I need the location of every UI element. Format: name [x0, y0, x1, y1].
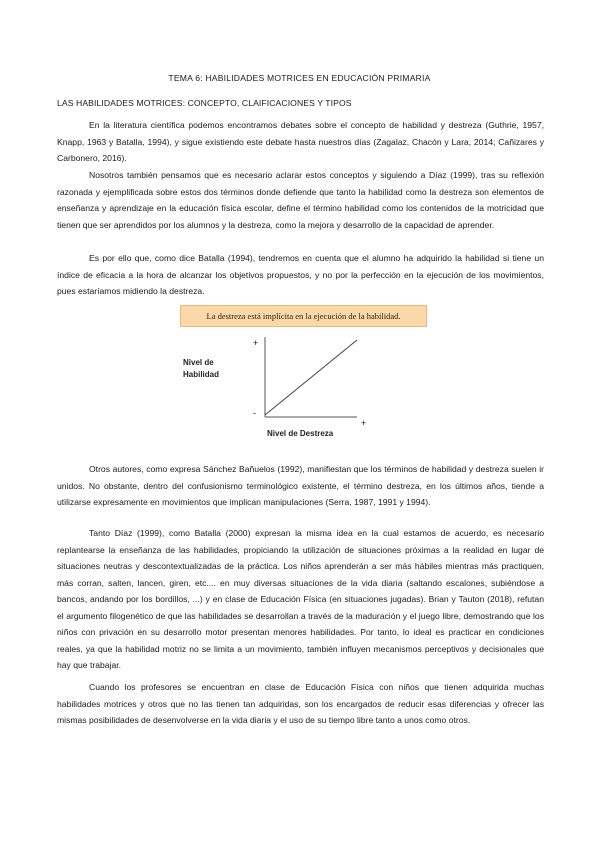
- y-axis-label-line1: Nivel de: [183, 358, 214, 367]
- paragraph-2: [57, 167, 544, 233]
- habilidad-destreza-figure: [175, 305, 435, 445]
- paragraph-3-text: Es por ello que, como dice Batalla (1994), tendremos en cuenta que el alumno ha adquirido la habilidad si tiene un índice de eficacia a la hora de alcanzar los objetivos propuestos, y no por la perfección en la ejecución de los movimientos, pues estaríamos midiendo la destreza.: [57, 253, 544, 296]
- figure-callout: La destreza está implícita en la ejecución de la habilidad.: [180, 305, 427, 327]
- paragraph-4: [57, 461, 544, 511]
- paragraph-5: [57, 525, 544, 674]
- paragraph-6: [57, 679, 544, 729]
- page-title: TEMA 6: HABILIDADES MOTRICES EN EDUCACIÓN PRIMARIA: [168, 73, 431, 83]
- section-heading: LAS HABILIDADES MOTRICES: CONCEPTO, CLAIFICACIONES Y TIPOS: [57, 98, 352, 108]
- paragraph-1: [57, 117, 544, 167]
- x-axis-label: Nivel de Destreza: [267, 429, 334, 438]
- paragraph-2-text: Nosotros también pensamos que es necesario aclarar estos conceptos y siguiendo a Díaz (1999), tras su reflexión razonada y ejemplificada sobre estos dos términos donde defiende que tanto la habilidad como la destreza son elementos de enseñanza y aprendizaje en la educación física escolar, define el término habilidad como los contenidos de la motricidad que tienen que ser aprendidos por los alumnos y la destreza, como la mejora y desarrollo de la capacidad de aprender.: [57, 170, 544, 230]
- y-axis-label: [183, 357, 219, 381]
- y-plus-sign: +: [253, 338, 259, 348]
- origin-minus-sign: -: [253, 408, 256, 418]
- paragraph-1-text: En la literatura científica podemos encontramos debates sobre el concepto de habilidad y destreza (Guthrie, 1957, Knapp, 1963 y Batalla, 1994), y sigue existiendo este debate hasta nuestros días (Zagalaz, Chacón y Lara, 2014; Cañizares y Carbonero, 2016).: [57, 120, 544, 163]
- trend-line: [265, 340, 357, 415]
- paragraph-6-text: Cuando los profesores se encuentran en clase de Educación Física con niños que tienen adquirida muchas habilidades motrices y otros que no las tienen tan adquiridas, son los encargados de reducir esas diferencias y ofrecer las mismas posibilidades de desenvolverse en la vida diaria y el uso de su tiempo libre tanto a unos como otros.: [57, 682, 544, 725]
- paragraph-4-text: Otros autores, como expresa Sánchez Bañuelos (1992), manifiestan que los términos de habilidad y destreza suelen ir unidos. No obstante, dentro del confusionismo terminológico existente, el término destreza, en los últimos años, tiende a utilizarse expresamente en movimientos que implican manipulaciones (Serra, 1987, 1991 y 1994).: [57, 464, 544, 507]
- paragraph-5-text: Tanto Díaz (1999), como Batalla (2000) expresan la misma idea en la cual estamos de acuerdo, es necesario replantearse la enseñanza de las habilidades, propiciando la utilización de situaciones próximas a la realidad en lugar de situaciones neutras y descontextualizadas de la práctica. Los niños aprenderán a ser más hábiles mientras más practiquen, más corran, salten, lancen, giren, etc.... en muy diversas situaciones de la vida diaria (saltando escalones, subiéndose a bancos, andando por los bordillos, ...) y en clase de Educación Física (en situaciones jugadas). Brian y Tauton (2018), refutan el argumento filogenético de que las habilidades se desarrollan a través de la maduración y el juego libre, demostrando que los niños con privación en su desarrollo motor presentan menores habilidades. Por tanto, lo ideal es practicar en condiciones reales, ya que la habilidad motriz no se limita a un movimiento, también influyen mecanismos perceptivos y decisionales que hay que trabajar.: [57, 528, 544, 670]
- paragraph-3: [57, 250, 544, 300]
- y-axis-label-line2: Habilidad: [183, 370, 220, 379]
- x-plus-sign: +: [361, 418, 367, 428]
